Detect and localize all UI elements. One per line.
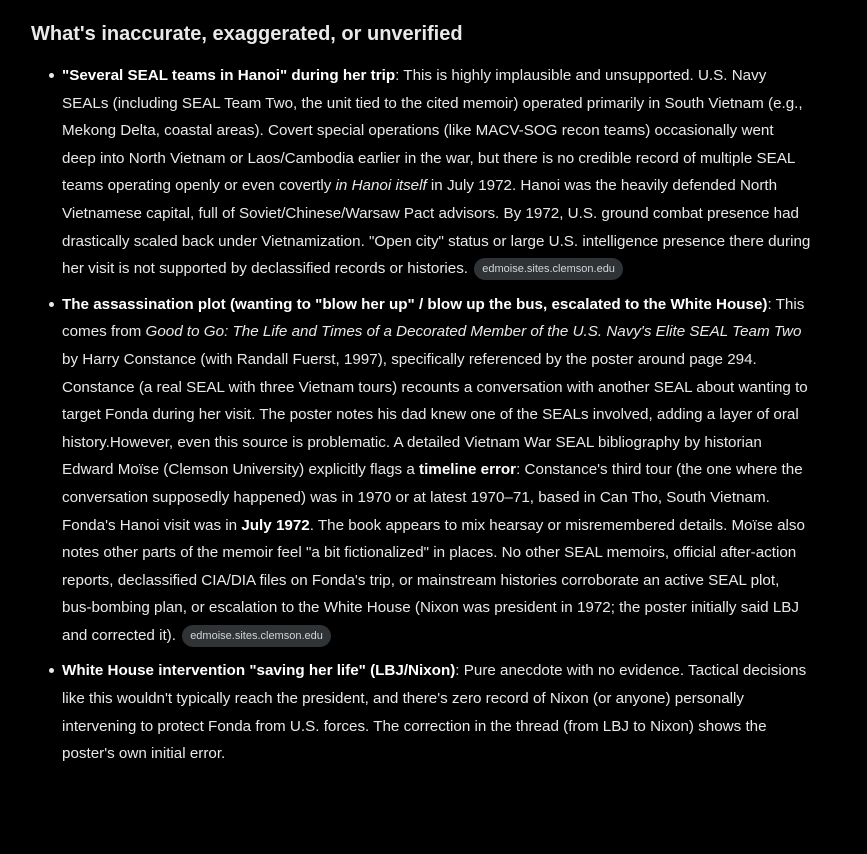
body-text: : This is highly implausible and unsupported. U.S. Navy SEALs (including SEAL Team Two, the unit tied to the cited memoir) operated primarily in South Vietnam (e.g., Mekong Delta, coastal areas). Covert special operations (like MACV-SOG recon teams) occasionally went deep into North Vietnam or Laos/Cambodia earlier in the war, but there is no credible record of multiple SEAL teams operating openly or even covertly [62, 67, 803, 195]
bullet-item [31, 657, 811, 767]
bold-text: White House intervention "saving her life" (LBJ/Nixon) [62, 662, 456, 680]
italic-text: Good to Go: The Life and Times of a Decorated Member of the U.S. Navy's Elite SEAL Team Two [145, 323, 802, 341]
body-text: by Harry Constance (with Randall Fuerst, 1997), specifically referenced by the poster around page 294. Constance (a real SEAL with three Vietnam tours) recounts a conversation with another SEAL about wanting to target Fonda during her visit. The poster notes his dad knew one of the SEALs involved, adding a layer of oral history.However, even this source is problematic. A detailed Vietnam War SEAL bibliography by historian Edward Moïse (Clemson University) explicitly flags a [62, 350, 808, 479]
source-link-chip[interactable]: edmoise.sites.clemson.edu [182, 625, 331, 647]
body-text: : This comes from [62, 295, 805, 341]
italic-text: in Hanoi itself [335, 177, 427, 195]
response-section [31, 18, 811, 776]
bold-text: July 1972 [241, 516, 310, 534]
bold-text: The assassination plot (wanting to "blow her up" / blow up the bus, escalated to the White House) [62, 295, 768, 313]
body-text: in July 1972. Hanoi was the heavily defended North Vietnamese capital, full of Soviet/Chinese/Warsaw Pact advisors. By 1972, U.S. ground combat presence had drastically scaled back under Vietnamization. "Open city" status or large U.S. intelligence presence there during her visit is not supported by declassified records or histories. [62, 177, 811, 278]
bullet-item [31, 62, 811, 283]
body-text: . The book appears to mix hearsay or misremembered details. Moïse also notes other parts of the memoir feel "a bit fictionalized" in places. No other SEAL memoirs, official after-action reports, declassified CIA/DIA files on Fonda's trip, or mainstream histories corroborate an active SEAL plot, bus-bombing plan, or escalation to the White House (Nixon was president in 1972; the poster initially said LBJ and corrected it). [62, 516, 805, 644]
bold-text: "Several SEAL teams in Hanoi" during her trip [62, 67, 396, 84]
bullet-list [31, 62, 811, 768]
source-link-chip[interactable]: edmoise.sites.clemson.edu [474, 258, 623, 280]
bold-text: timeline error [419, 461, 517, 479]
body-text: : Pure anecdote with no evidence. Tactical decisions like this wouldn't typically reach the president, and there's zero record of Nixon (or anyone) personally intervening to protect Fonda from U.S. forces. The correction in the thread (from LBJ to Nixon) shows the poster's own initial error. [62, 662, 807, 763]
bullet-item [31, 291, 811, 650]
section-heading: What's inaccurate, exaggerated, or unverified [31, 23, 463, 45]
body-text: : Constance's third tour (the one where the conversation supposedly happened) was in 1970 or at latest 1970–71, based in Can Tho, South Vietnam. Fonda's Hanoi visit was in [62, 461, 803, 534]
